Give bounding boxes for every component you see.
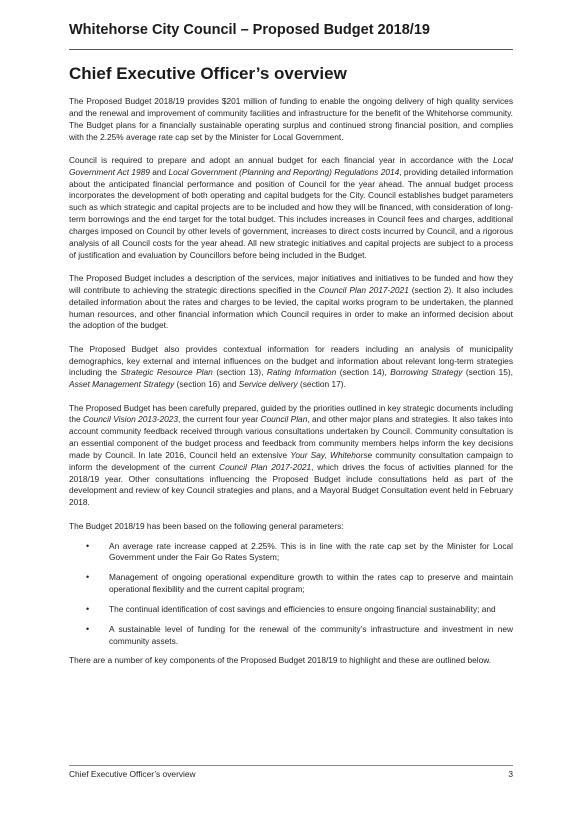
- paragraph-key-components: There are a number of key components of the Proposed Budget 2018/19 to highlight and these are outlined below.: [69, 655, 492, 666]
- italic-reference: Council Plan: [260, 414, 308, 425]
- text-run: (section 15),: [462, 367, 513, 378]
- footer-section-title: Chief Executive Officer’s overview: [69, 769, 196, 779]
- text-run: (section 14),: [336, 367, 391, 378]
- list-item: [69, 572, 513, 596]
- text-run: (section 16) and: [174, 379, 239, 390]
- parameters-list: [69, 541, 513, 648]
- list-item: [69, 624, 513, 648]
- italic-reference: Local Government (Planning and Reporting) Regulations 2014: [168, 166, 400, 177]
- bullet-icon: •: [86, 572, 90, 583]
- paragraph-consultation: [69, 403, 513, 510]
- list-item: [69, 604, 513, 616]
- italic-reference: Your Say, Whitehorse: [290, 449, 373, 460]
- text-run: , which drives the focus of activities planned for the 2018/19 year. Other consultations influencing the Proposed Budget include consultations held as part of the development and review of key Council strategies and plans, and a Mayoral Budget Consultation event held in February 2018.: [69, 461, 514, 508]
- list-item-text: Management of ongoing operational expenditure growth to within the rates cap to preserve and maintain operational flexibility and the current capital program;: [109, 572, 513, 595]
- paragraph-budget-requirements: [69, 155, 513, 262]
- page-title: Chief Executive Officer’s overview: [69, 64, 347, 83]
- text-run: (section 17).: [297, 379, 346, 390]
- header-divider: [69, 49, 513, 50]
- text-run: The Proposed Budget includes a description of the services, major initiatives and initiatives to be funded and how they will contribute to achieving the strategic directions specified in the: [69, 272, 513, 295]
- list-item-text: A sustainable level of funding for the renewal of the community’s infrastructure and investment in new community assets.: [109, 623, 513, 646]
- bullet-icon: •: [86, 540, 90, 551]
- italic-reference: Council Plan 2017-2021: [318, 284, 409, 295]
- text-run: (section 13),: [212, 367, 267, 378]
- text-run: The Proposed Budget also provides contextual information for readers including an analysis of municipality demographics, key external and internal influences on the budget and information about relevant long-term strategies including the: [69, 343, 513, 378]
- italic-reference: Local Government Act 1989: [69, 154, 513, 177]
- document-header-title: Whitehorse City Council – Proposed Budget 2018/19: [69, 22, 430, 38]
- paragraph-budget-contents: [69, 273, 513, 332]
- list-item-text: An average rate increase capped at 2.25%. This is in line with the rate cap set by the Minister for Local Government under the Fair Go Rates System;: [109, 540, 513, 563]
- bullet-icon: •: [86, 603, 90, 614]
- paragraph-funding-overview: The Proposed Budget 2018/19 provides $201 million of funding to enable the ongoing delivery of high quality services and the renewal and improvement of community facilities and infrastructure for the benefit of the Whitehorse community. The Budget plans for a financially sustainable operating surplus and continued strong financial position, and complies with the 2.25% average rate cap set by the Minister for Local Government.: [69, 96, 513, 142]
- list-item-text: The continual identification of cost savings and efficiencies to ensure ongoing financial sustainability; and: [109, 603, 496, 614]
- text-run: , providing detailed information about the anticipated financial performance and position of Council for the year ahead. The annual budget process incorporates the development of both operating and capital budgets for the City. Council establishes budget parameters such as which strategic and capital projects are to be included and how they will be financed, with consideration of long-term borrowings and the end target for the total budget. This includes increases in Council fees and charges, additional charges imposed on Council by other levels of government, increases to direct costs incurred by Council, and a rigorous analysis of all Council costs for the year ahead. All new strategic initiatives and capital projects are subject to a process of justification and evaluation by Councillors before being included in the Budget.: [69, 166, 513, 260]
- italic-reference: Service delivery: [238, 379, 298, 390]
- text-run: , and other major plans and strategies. It also takes into account community feedback received through various consultations undertaken by Council. Community consultation is an essential component of the budget process and feedback from community members helps inform the key decisions made by Council. In late 2016, Council held an extensive: [69, 414, 513, 460]
- page-number: 3: [508, 769, 513, 779]
- italic-reference: Borrowing Strategy: [390, 367, 463, 378]
- footer-divider: [69, 765, 513, 766]
- text-run: The Proposed Budget has been carefully prepared, guided by the priorities outlined in key strategic documents including the: [69, 402, 513, 425]
- body-text: [69, 96, 513, 679]
- italic-reference: Asset Management Strategy: [69, 379, 175, 390]
- text-run: community consultation campaign to inform the development of the current: [69, 449, 513, 472]
- text-run: Council is required to prepare and adopt an annual budget for each financial year in accordance with the: [69, 154, 494, 165]
- paragraph-parameters-intro: The Budget 2018/19 has been based on the following general parameters:: [69, 520, 344, 531]
- bullet-icon: •: [86, 623, 90, 634]
- text-run: and: [149, 166, 169, 177]
- text-run: (section 2). It also includes detailed information about the rates and charges to be levied, the capital works program to be undertaken, the planned human resources, and other financial information which Council requires in order to make an informed decision about the adoption of the budget.: [69, 284, 513, 331]
- italic-reference: Council Vision 2013-2023: [82, 414, 179, 425]
- text-run: , the current four year: [178, 414, 261, 425]
- italic-reference: Strategic Resource Plan: [120, 367, 213, 378]
- list-item: [69, 541, 513, 565]
- italic-reference: Rating Information: [266, 367, 337, 378]
- italic-reference: Council Plan 2017-2021: [219, 461, 312, 472]
- paragraph-contextual-information: [69, 344, 513, 391]
